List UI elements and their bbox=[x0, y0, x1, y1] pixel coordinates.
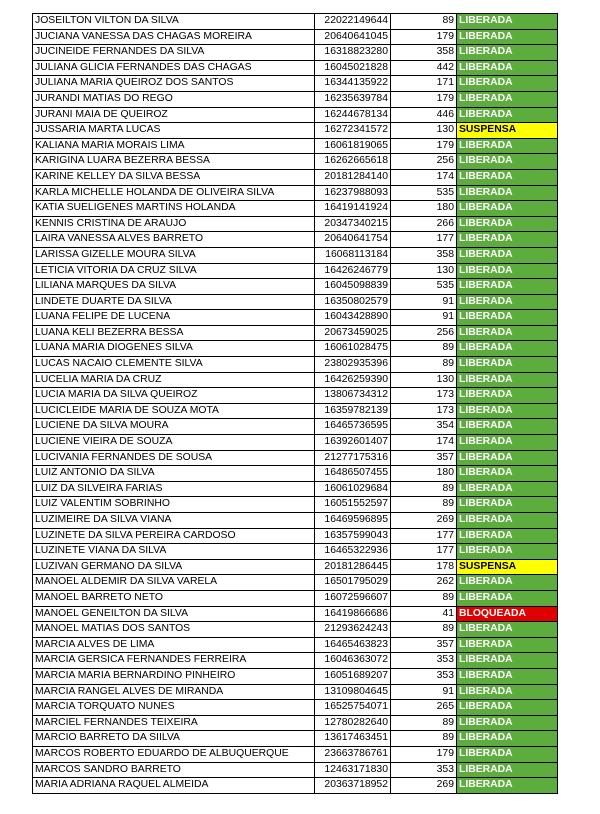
number-cell: 171 bbox=[391, 76, 457, 92]
number-cell: 442 bbox=[391, 60, 457, 76]
table-row bbox=[33, 606, 558, 622]
code-cell: 12463171830 bbox=[315, 762, 391, 778]
table-row bbox=[33, 762, 558, 778]
name-cell: KALIANA MARIA MORAIS LIMA bbox=[33, 138, 315, 154]
code-cell: 16419141924 bbox=[315, 201, 391, 217]
status-badge: SUSPENSA bbox=[457, 559, 558, 575]
name-cell: MANOEL ALDEMIR DA SILVA VARELA bbox=[33, 575, 315, 591]
status-badge: LIBERADA bbox=[457, 513, 558, 529]
code-cell: 16045098839 bbox=[315, 279, 391, 295]
code-cell: 22022149644 bbox=[315, 14, 391, 30]
code-cell: 16344135922 bbox=[315, 76, 391, 92]
table-row bbox=[33, 216, 558, 232]
code-cell: 16262665618 bbox=[315, 154, 391, 170]
table-row bbox=[33, 746, 558, 762]
name-cell: LUCIA MARIA DA SILVA QUEIROZ bbox=[33, 388, 315, 404]
status-badge: LIBERADA bbox=[457, 232, 558, 248]
number-cell: 357 bbox=[391, 637, 457, 653]
name-cell: LUCELIA MARIA DA CRUZ bbox=[33, 372, 315, 388]
table-row bbox=[33, 45, 558, 61]
number-cell: 89 bbox=[391, 715, 457, 731]
number-cell: 256 bbox=[391, 325, 457, 341]
code-cell: 16465322936 bbox=[315, 544, 391, 560]
table-row bbox=[33, 575, 558, 591]
number-cell: 89 bbox=[391, 14, 457, 30]
name-cell: MARCIA GERSICA FERNANDES FERREIRA bbox=[33, 653, 315, 669]
status-badge: LIBERADA bbox=[457, 715, 558, 731]
code-cell: 16072596607 bbox=[315, 590, 391, 606]
code-cell: 16359782139 bbox=[315, 403, 391, 419]
name-cell: LUCAS NACAIO CLEMENTE SILVA bbox=[33, 357, 315, 373]
number-cell: 262 bbox=[391, 575, 457, 591]
table-row bbox=[33, 154, 558, 170]
name-cell: JUCIANA VANESSA DAS CHAGAS MOREIRA bbox=[33, 29, 315, 45]
name-cell: MANOEL GENEILTON DA SILVA bbox=[33, 606, 315, 622]
number-cell: 174 bbox=[391, 169, 457, 185]
name-cell: JUSSARIA MARTA LUCAS bbox=[33, 123, 315, 139]
name-cell: LUCIVANIA FERNANDES DE SOUSA bbox=[33, 450, 315, 466]
table-row bbox=[33, 201, 558, 217]
number-cell: 180 bbox=[391, 466, 457, 482]
table-row bbox=[33, 185, 558, 201]
status-badge: LIBERADA bbox=[457, 403, 558, 419]
name-cell: MANOEL BARRETO NETO bbox=[33, 590, 315, 606]
number-cell: 353 bbox=[391, 653, 457, 669]
status-badge: LIBERADA bbox=[457, 653, 558, 669]
status-badge: LIBERADA bbox=[457, 294, 558, 310]
name-cell: LUIZ ANTONIO DA SILVA bbox=[33, 466, 315, 482]
code-cell: 16318823280 bbox=[315, 45, 391, 61]
status-badge: LIBERADA bbox=[457, 154, 558, 170]
status-badge: LIBERADA bbox=[457, 668, 558, 684]
status-badge: LIBERADA bbox=[457, 778, 558, 794]
table-body bbox=[33, 14, 558, 794]
name-cell: MARIA ADRIANA RAQUEL ALMEIDA bbox=[33, 778, 315, 794]
code-cell: 23663786761 bbox=[315, 746, 391, 762]
name-cell: LARISSA GIZELLE MOURA SILVA bbox=[33, 247, 315, 263]
code-cell: 16426246779 bbox=[315, 263, 391, 279]
code-cell: 20673459025 bbox=[315, 325, 391, 341]
status-badge: LIBERADA bbox=[457, 201, 558, 217]
code-cell: 16426259390 bbox=[315, 372, 391, 388]
code-cell: 20181286445 bbox=[315, 559, 391, 575]
number-cell: 177 bbox=[391, 232, 457, 248]
status-badge: LIBERADA bbox=[457, 388, 558, 404]
number-cell: 179 bbox=[391, 91, 457, 107]
name-cell: MARCIA RANGEL ALVES DE MIRANDA bbox=[33, 684, 315, 700]
status-badge: LIBERADA bbox=[457, 746, 558, 762]
name-cell: LUANA MARIA DIOGENES SILVA bbox=[33, 341, 315, 357]
table-row bbox=[33, 403, 558, 419]
name-cell: LUANA KELI BEZERRA BESSA bbox=[33, 325, 315, 341]
code-cell: 13109804645 bbox=[315, 684, 391, 700]
table-row bbox=[33, 528, 558, 544]
table-row bbox=[33, 466, 558, 482]
number-cell: 89 bbox=[391, 357, 457, 373]
table-row bbox=[33, 715, 558, 731]
name-cell: JOSEILTON VILTON DA SILVA bbox=[33, 14, 315, 30]
name-cell: MANOEL MATIAS DOS SANTOS bbox=[33, 622, 315, 638]
status-badge: BLOQUEADA bbox=[457, 606, 558, 622]
status-badge: LIBERADA bbox=[457, 247, 558, 263]
status-badge: LIBERADA bbox=[457, 138, 558, 154]
table-row bbox=[33, 637, 558, 653]
status-badge: LIBERADA bbox=[457, 466, 558, 482]
code-cell: 16068113184 bbox=[315, 247, 391, 263]
name-cell: LUZINETE VIANA DA SILVA bbox=[33, 544, 315, 560]
table-row bbox=[33, 450, 558, 466]
status-badge: LIBERADA bbox=[457, 357, 558, 373]
number-cell: 357 bbox=[391, 450, 457, 466]
status-badge: LIBERADA bbox=[457, 29, 558, 45]
name-cell: MARCIEL FERNANDES TEIXEIRA bbox=[33, 715, 315, 731]
name-cell: LUCIENE DA SILVA MOURA bbox=[33, 419, 315, 435]
status-badge: LIBERADA bbox=[457, 637, 558, 653]
name-cell: MARCIA TORQUATO NUNES bbox=[33, 700, 315, 716]
code-cell: 21293624243 bbox=[315, 622, 391, 638]
code-cell: 16237988093 bbox=[315, 185, 391, 201]
status-badge: LIBERADA bbox=[457, 341, 558, 357]
number-cell: 174 bbox=[391, 435, 457, 451]
table-row bbox=[33, 668, 558, 684]
status-badge: LIBERADA bbox=[457, 169, 558, 185]
code-cell: 13806734312 bbox=[315, 388, 391, 404]
code-cell: 16051689207 bbox=[315, 668, 391, 684]
status-badge: LIBERADA bbox=[457, 684, 558, 700]
name-cell: MARCOS SANDRO BARRETO bbox=[33, 762, 315, 778]
code-cell: 16350802579 bbox=[315, 294, 391, 310]
table-row bbox=[33, 590, 558, 606]
code-cell: 23802935396 bbox=[315, 357, 391, 373]
code-cell: 20363718952 bbox=[315, 778, 391, 794]
number-cell: 358 bbox=[391, 247, 457, 263]
number-cell: 256 bbox=[391, 154, 457, 170]
table-row bbox=[33, 138, 558, 154]
number-cell: 266 bbox=[391, 216, 457, 232]
number-cell: 358 bbox=[391, 45, 457, 61]
number-cell: 353 bbox=[391, 668, 457, 684]
number-cell: 179 bbox=[391, 746, 457, 762]
table-row bbox=[33, 497, 558, 513]
number-cell: 130 bbox=[391, 263, 457, 279]
code-cell: 16486507455 bbox=[315, 466, 391, 482]
name-cell: JURANI MAIA DE QUEIROZ bbox=[33, 107, 315, 123]
name-cell: JUCINEIDE FERNANDES DA SILVA bbox=[33, 45, 315, 61]
table-row bbox=[33, 388, 558, 404]
code-cell: 13617463451 bbox=[315, 731, 391, 747]
name-cell: LINDETE DUARTE DA SILVA bbox=[33, 294, 315, 310]
status-badge: LIBERADA bbox=[457, 107, 558, 123]
name-cell: LUCICLEIDE MARIA DE SOUZA MOTA bbox=[33, 403, 315, 419]
status-badge: LIBERADA bbox=[457, 14, 558, 30]
number-cell: 89 bbox=[391, 497, 457, 513]
name-cell: MARCIA ALVES DE LIMA bbox=[33, 637, 315, 653]
status-badge: LIBERADA bbox=[457, 76, 558, 92]
code-cell: 16061819065 bbox=[315, 138, 391, 154]
name-cell: KENNIS CRISTINA DE ARAUJO bbox=[33, 216, 315, 232]
name-cell: KARINE KELLEY DA SILVA BESSA bbox=[33, 169, 315, 185]
code-cell: 16525754071 bbox=[315, 700, 391, 716]
code-cell: 16244678134 bbox=[315, 107, 391, 123]
number-cell: 269 bbox=[391, 778, 457, 794]
table-row bbox=[33, 544, 558, 560]
name-cell: LILIANA MARQUES DA SILVA bbox=[33, 279, 315, 295]
number-cell: 446 bbox=[391, 107, 457, 123]
name-cell: LUIZ VALENTIM SOBRINHO bbox=[33, 497, 315, 513]
table-row bbox=[33, 107, 558, 123]
status-badge: LIBERADA bbox=[457, 762, 558, 778]
code-cell: 16061029684 bbox=[315, 481, 391, 497]
table-row bbox=[33, 294, 558, 310]
table-row bbox=[33, 247, 558, 263]
number-cell: 173 bbox=[391, 388, 457, 404]
table-row bbox=[33, 60, 558, 76]
number-cell: 89 bbox=[391, 590, 457, 606]
name-cell: KARLA MICHELLE HOLANDA DE OLIVEIRA SILVA bbox=[33, 185, 315, 201]
status-badge: LIBERADA bbox=[457, 700, 558, 716]
name-cell: LAIRA VANESSA ALVES BARRETO bbox=[33, 232, 315, 248]
number-cell: 89 bbox=[391, 341, 457, 357]
name-cell: LUIZ DA SILVEIRA FARIAS bbox=[33, 481, 315, 497]
name-cell: KATIA SUELIGENES MARTINS HOLANDA bbox=[33, 201, 315, 217]
status-badge: SUSPENSA bbox=[457, 123, 558, 139]
code-cell: 16465736595 bbox=[315, 419, 391, 435]
name-cell: LUZINETE DA SILVA PEREIRA CARDOSO bbox=[33, 528, 315, 544]
name-cell: LUANA FELIPE DE LUCENA bbox=[33, 310, 315, 326]
number-cell: 130 bbox=[391, 372, 457, 388]
number-cell: 265 bbox=[391, 700, 457, 716]
table-row bbox=[33, 341, 558, 357]
number-cell: 354 bbox=[391, 419, 457, 435]
status-badge: LIBERADA bbox=[457, 481, 558, 497]
table-row bbox=[33, 263, 558, 279]
name-cell: LUCIENE VIEIRA DE SOUZA bbox=[33, 435, 315, 451]
number-cell: 535 bbox=[391, 185, 457, 201]
name-cell: JULIANA GLICIA FERNANDES DAS CHAGAS bbox=[33, 60, 315, 76]
name-cell: KARIGINA LUARA BEZERRA BESSA bbox=[33, 154, 315, 170]
name-cell: MARCIA MARIA BERNARDINO PINHEIRO bbox=[33, 668, 315, 684]
table-row bbox=[33, 684, 558, 700]
name-cell: MARCIO BARRETO DA SIILVA bbox=[33, 731, 315, 747]
code-cell: 16501795029 bbox=[315, 575, 391, 591]
code-cell: 12780282640 bbox=[315, 715, 391, 731]
status-badge: LIBERADA bbox=[457, 450, 558, 466]
table-row bbox=[33, 778, 558, 794]
status-badge: LIBERADA bbox=[457, 325, 558, 341]
name-cell: LUZIMEIRE DA SILVA VIANA bbox=[33, 513, 315, 529]
code-cell: 16272341572 bbox=[315, 123, 391, 139]
code-cell: 20640641754 bbox=[315, 232, 391, 248]
table-row bbox=[33, 123, 558, 139]
name-cell: MARCOS ROBERTO EDUARDO DE ALBUQUERQUE bbox=[33, 746, 315, 762]
number-cell: 89 bbox=[391, 622, 457, 638]
table-row bbox=[33, 481, 558, 497]
code-cell: 16043428890 bbox=[315, 310, 391, 326]
number-cell: 173 bbox=[391, 403, 457, 419]
table-row bbox=[33, 357, 558, 373]
table-row bbox=[33, 731, 558, 747]
table-row bbox=[33, 91, 558, 107]
status-badge: LIBERADA bbox=[457, 419, 558, 435]
status-badge: LIBERADA bbox=[457, 216, 558, 232]
status-badge: LIBERADA bbox=[457, 91, 558, 107]
status-badge: LIBERADA bbox=[457, 60, 558, 76]
number-cell: 180 bbox=[391, 201, 457, 217]
code-cell: 16045021828 bbox=[315, 60, 391, 76]
code-cell: 16235639784 bbox=[315, 91, 391, 107]
code-cell: 20640641045 bbox=[315, 29, 391, 45]
code-cell: 16392601407 bbox=[315, 435, 391, 451]
name-cell: JULIANA MARIA QUEIROZ DOS SANTOS bbox=[33, 76, 315, 92]
number-cell: 130 bbox=[391, 123, 457, 139]
status-badge: LIBERADA bbox=[457, 279, 558, 295]
status-badge: LIBERADA bbox=[457, 185, 558, 201]
number-cell: 535 bbox=[391, 279, 457, 295]
table-row bbox=[33, 325, 558, 341]
table-row bbox=[33, 559, 558, 575]
beneficiary-table bbox=[32, 13, 558, 794]
status-badge: LIBERADA bbox=[457, 731, 558, 747]
number-cell: 177 bbox=[391, 544, 457, 560]
number-cell: 89 bbox=[391, 731, 457, 747]
number-cell: 91 bbox=[391, 294, 457, 310]
table-row bbox=[33, 653, 558, 669]
number-cell: 91 bbox=[391, 684, 457, 700]
table-row bbox=[33, 622, 558, 638]
status-badge: LIBERADA bbox=[457, 310, 558, 326]
status-badge: LIBERADA bbox=[457, 372, 558, 388]
status-badge: LIBERADA bbox=[457, 263, 558, 279]
number-cell: 353 bbox=[391, 762, 457, 778]
table-row bbox=[33, 435, 558, 451]
status-badge: LIBERADA bbox=[457, 528, 558, 544]
table-row bbox=[33, 372, 558, 388]
code-cell: 16046363072 bbox=[315, 653, 391, 669]
code-cell: 16465463823 bbox=[315, 637, 391, 653]
code-cell: 20181284140 bbox=[315, 169, 391, 185]
status-badge: LIBERADA bbox=[457, 435, 558, 451]
table-row bbox=[33, 310, 558, 326]
table-row bbox=[33, 513, 558, 529]
number-cell: 91 bbox=[391, 310, 457, 326]
status-badge: LIBERADA bbox=[457, 544, 558, 560]
name-cell: LUZIVAN GERMANO DA SILVA bbox=[33, 559, 315, 575]
table-row bbox=[33, 169, 558, 185]
table-row bbox=[33, 29, 558, 45]
code-cell: 16061028475 bbox=[315, 341, 391, 357]
table-row bbox=[33, 419, 558, 435]
code-cell: 21277175316 bbox=[315, 450, 391, 466]
table-row bbox=[33, 700, 558, 716]
number-cell: 177 bbox=[391, 528, 457, 544]
table-row bbox=[33, 14, 558, 30]
status-badge: LIBERADA bbox=[457, 575, 558, 591]
status-badge: LIBERADA bbox=[457, 622, 558, 638]
code-cell: 20347340215 bbox=[315, 216, 391, 232]
number-cell: 179 bbox=[391, 29, 457, 45]
status-badge: LIBERADA bbox=[457, 45, 558, 61]
status-badge: LIBERADA bbox=[457, 590, 558, 606]
name-cell: LETICIA VITORIA DA CRUZ SILVA bbox=[33, 263, 315, 279]
name-cell: JURANDI MATIAS DO REGO bbox=[33, 91, 315, 107]
code-cell: 16051552597 bbox=[315, 497, 391, 513]
number-cell: 41 bbox=[391, 606, 457, 622]
number-cell: 179 bbox=[391, 138, 457, 154]
table-row bbox=[33, 76, 558, 92]
number-cell: 178 bbox=[391, 559, 457, 575]
status-badge: LIBERADA bbox=[457, 497, 558, 513]
table-row bbox=[33, 279, 558, 295]
number-cell: 269 bbox=[391, 513, 457, 529]
code-cell: 16469596895 bbox=[315, 513, 391, 529]
number-cell: 89 bbox=[391, 481, 457, 497]
table-row bbox=[33, 232, 558, 248]
code-cell: 16357599043 bbox=[315, 528, 391, 544]
code-cell: 16419866686 bbox=[315, 606, 391, 622]
